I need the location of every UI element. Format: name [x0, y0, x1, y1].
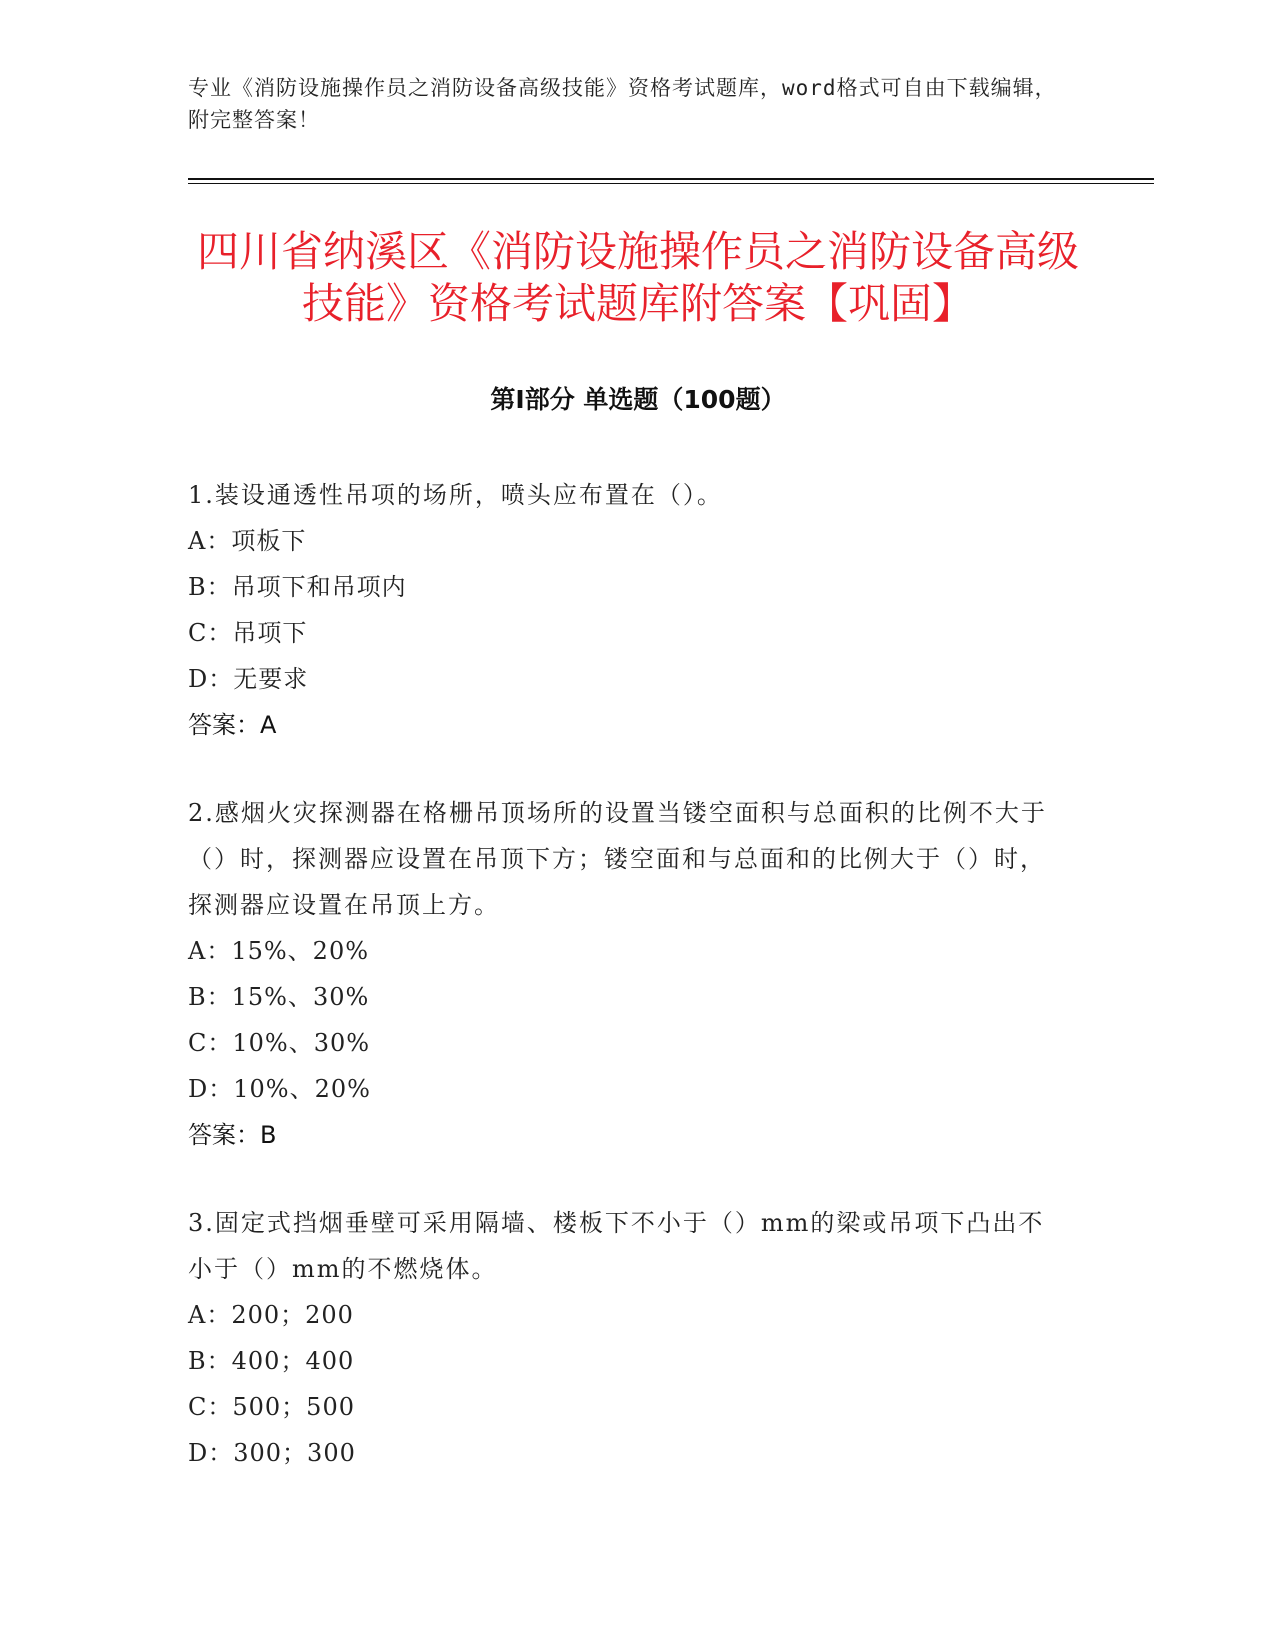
option-a: A：15%、20% — [188, 937, 370, 965]
question-item — [188, 472, 1068, 748]
option-b: B：15%、30% — [188, 983, 370, 1011]
header-note: 专业《消防设施操作员之消防设备高级技能》资格考试题库，word格式可自由下载编辑，附完整答案！ — [188, 76, 1057, 132]
section-heading: 第Ⅰ部分 单选题（100题） — [490, 385, 786, 414]
question-item — [188, 790, 1068, 1158]
option-d: D：10%、20% — [188, 1075, 371, 1103]
answer-line: 答案：B — [188, 1121, 277, 1149]
option-d: D：300；300 — [188, 1439, 356, 1467]
document-title: 四川省纳溪区《消防设施操作员之消防设备高级技能》资格考试题库附答案【巩固】 — [196, 227, 1079, 328]
header-rule-thick — [188, 178, 1154, 180]
option-c: C：500；500 — [188, 1393, 355, 1421]
question-item — [188, 1200, 1068, 1476]
question-stem: 3.固定式挡烟垂壁可采用隔墙、楼板下不小于（）mm的梁或吊项下凸出不小于（）mm的不燃烧体。 — [188, 1209, 1045, 1283]
question-stem: 2.感烟火灾探测器在格栅吊顶场所的设置当镂空面积与总面积的比例不大于（）时，探测器应设置在吊顶下方；镂空面和与总面和的比例大于（）时，探测器应设置在吊顶上方。 — [188, 799, 1047, 919]
option-a: A：200；200 — [188, 1301, 354, 1329]
question-list — [188, 472, 1068, 1518]
option-b: B：400；400 — [188, 1347, 355, 1375]
option-d: D：无要求 — [188, 665, 309, 693]
option-c: C：吊项下 — [188, 619, 308, 647]
question-stem: 1.装设通透性吊项的场所，喷头应布置在（）。 — [188, 481, 723, 509]
option-c: C：10%、30% — [188, 1029, 371, 1057]
answer-line: 答案：A — [188, 711, 277, 739]
option-b: B：吊项下和吊项内 — [188, 573, 407, 601]
option-a: A：项板下 — [188, 527, 307, 555]
header-rule-thin — [188, 183, 1154, 184]
